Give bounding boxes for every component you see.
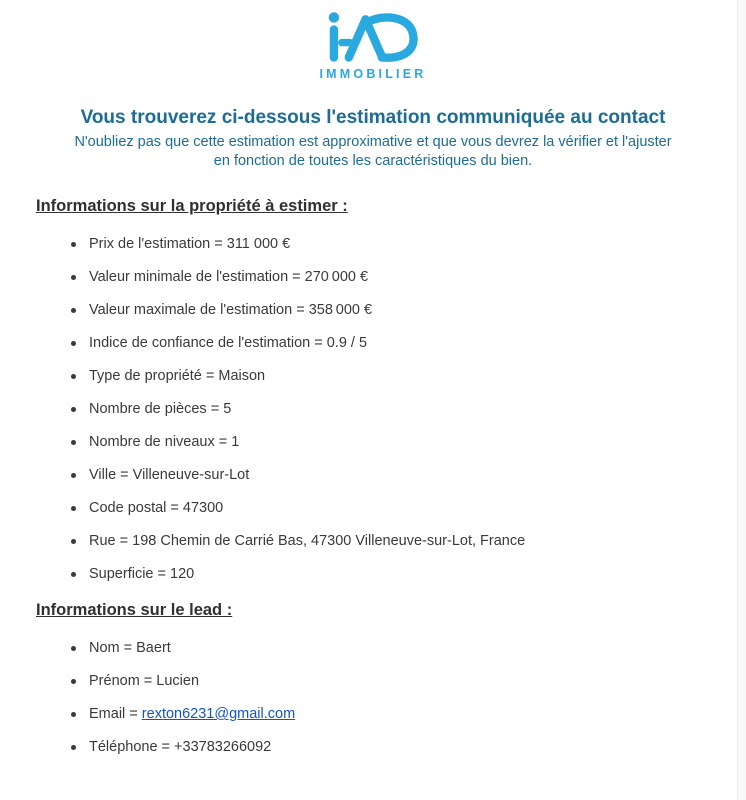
list-item-first-name: Prénom = Lucien (89, 672, 708, 690)
viewport-edge-strip (737, 0, 746, 800)
list-item-rooms: Nombre de pièces = 5 (89, 400, 708, 418)
subtitle-line-1: N'oubliez pas que cette estimation est approximative et que vous devrez la vérifier et l'ajuster (74, 134, 672, 150)
list-item-city: Ville = Villeneuve-sur-Lot (89, 466, 708, 484)
list-item-estimation-price: Prix de l'estimation = 311 000 € (89, 235, 708, 253)
list-item-street: Rue = 198 Chemin de Carrié Bas, 47300 Villeneuve-sur-Lot, France (89, 532, 708, 550)
lead-info-list (36, 639, 708, 756)
list-item-email (89, 705, 708, 723)
list-item-levels: Nombre de niveaux = 1 (89, 433, 708, 451)
list-item-min-value: Valeur minimale de l'estimation = 270 000 € (89, 268, 708, 286)
section-heading-property: Informations sur la propriété à estimer : (36, 197, 348, 215)
list-item-surface: Superficie = 120 (89, 565, 708, 583)
list-item-max-value: Valeur maximale de l'estimation = 358 000 € (89, 301, 708, 319)
email-link[interactable]: rexton6231@gmail.com (141, 706, 296, 722)
iad-logo-icon (323, 10, 423, 64)
email-label: Email = (89, 706, 142, 722)
list-item-phone: Téléphone = +33783266092 (89, 738, 708, 756)
section-heading-lead: Informations sur le lead : (36, 601, 233, 619)
list-item-last-name: Nom = Baert (89, 639, 708, 657)
header-subtitle (0, 133, 746, 171)
section-property-info (36, 196, 708, 583)
list-item-confidence-index: Indice de confiance de l'estimation = 0.9 / 5 (89, 334, 708, 352)
property-info-list (36, 235, 708, 583)
brand-logo (0, 0, 746, 81)
list-item-property-type: Type de propriété = Maison (89, 367, 708, 385)
list-item-postal-code: Code postal = 47300 (89, 499, 708, 517)
email-header (0, 107, 746, 171)
section-lead-info (36, 600, 708, 756)
subtitle-line-2: en fonction de toutes les caractéristiques du bien. (213, 153, 533, 169)
page-title: Vous trouverez ci-dessous l'estimation communiquée au contact (80, 107, 666, 128)
logo-subtext: IMMOBILIER (319, 67, 427, 81)
